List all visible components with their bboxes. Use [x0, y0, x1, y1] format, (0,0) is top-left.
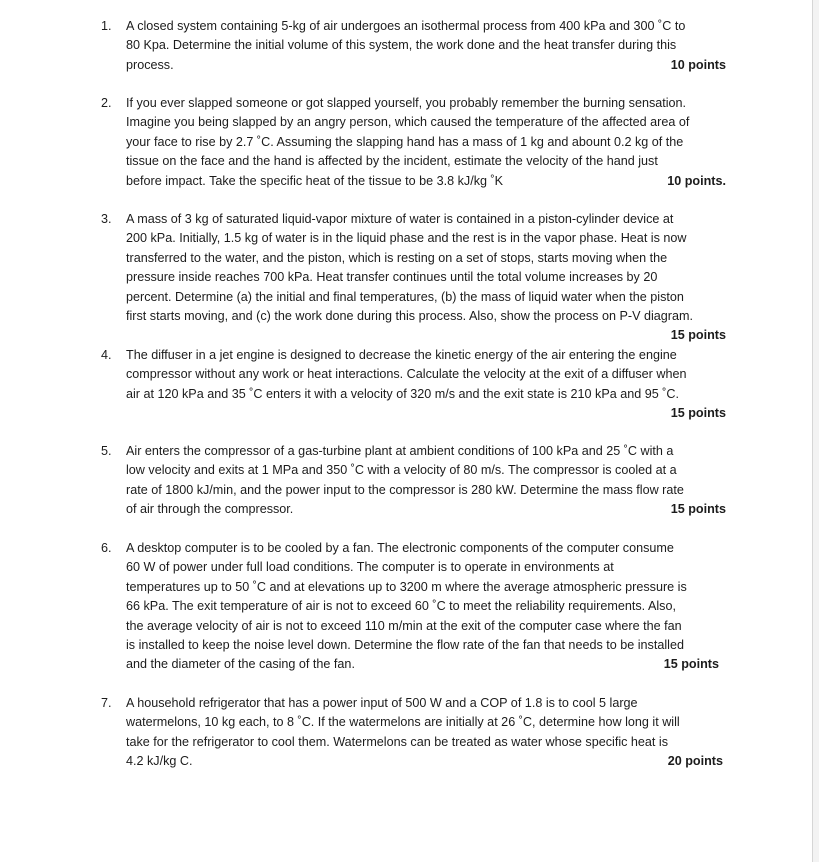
text-line: 200 kPa. Initially, 1.5 kg of water is in the liquid phase and the rest is in the vapor phase. Heat is now	[126, 231, 687, 246]
text-line: If you ever slapped someone or got slapped yourself, you probably remember the burning sensation.	[126, 96, 687, 110]
text-line: your face to rise by 2.7 ˚C. Assuming the slapping hand has a mass of 1 kg and abount 0.2 kg of the	[126, 134, 684, 149]
points-label: 15 points	[670, 328, 726, 343]
question-text	[126, 346, 726, 424]
text-line: is installed to keep the noise level down. Determine the flow rate of the fan that needs to be installed	[126, 638, 684, 653]
text-line: Air enters the compressor of a gas-turbine plant at ambient conditions of 100 kPa and 25 ˚C with a	[126, 444, 674, 458]
text-line: before impact. Take the specific heat of the tissue to be 3.8 kJ/kg ˚K	[126, 173, 504, 188]
text-line: A household refrigerator that has a power input of 500 W and a COP of 1.8 is to cool 5 large	[126, 696, 638, 710]
text-line: and the diameter of the casing of the fan.	[126, 657, 355, 672]
question-text	[126, 442, 726, 520]
text-line: the average velocity of air is not to exceed 110 m/min at the exit of the computer case where the fan	[126, 618, 682, 633]
text-line: A closed system containing 5-kg of air undergoes an isothermal process from 400 kPa and 300 ˚C to	[126, 19, 686, 33]
text-line: tissue on the face and the hand is affected by the incident, estimate the velocity of the hand just	[126, 154, 658, 169]
question-number: 1.	[101, 19, 112, 33]
points-label: 15 points	[670, 502, 726, 517]
text-line: pressure inside reaches 700 kPa. Heat transfer continues until the total volume increases by 20	[126, 270, 658, 285]
text-line: transferred to the water, and the piston, which is resting on a set of stops, starts moving when the	[126, 250, 668, 265]
text-line: 66 kPa. The exit temperature of air is not to exceed 60 ˚C to meet the reliability requirements. Also,	[126, 599, 676, 614]
question-number: 7.	[101, 696, 112, 710]
text-line: air at 120 kPa and 35 ˚C enters it with a velocity of 320 m/s and the exit state is 210 kPa and 95 ˚C.	[126, 386, 680, 401]
points-label: 10 points	[670, 57, 726, 72]
text-line: percent. Determine (a) the initial and final temperatures, (b) the mass of liquid water when the piston	[126, 289, 684, 304]
text-line: process.	[126, 57, 174, 72]
text-line: A desktop computer is to be cooled by a fan. The electronic components of the computer consume	[126, 541, 674, 555]
question-text	[126, 539, 726, 675]
text-line: The diffuser in a jet engine is designed to decrease the kinetic energy of the air entering the engine	[126, 348, 677, 362]
question-number: 2.	[101, 96, 112, 110]
text-line: of air through the compressor.	[126, 502, 294, 517]
question-number: 3.	[101, 212, 112, 226]
text-line: first starts moving, and (c) the work done during this process. Also, show the process on P-V diagram.	[126, 309, 693, 324]
text-line: 80 Kpa. Determine the initial volume of this system, the work done and the heat transfer during this	[126, 38, 677, 53]
text-line: temperatures up to 50 ˚C and at elevations up to 3200 m where the average atmospheric pressure is	[126, 579, 687, 594]
text-line: A mass of 3 kg of saturated liquid-vapor mixture of water is contained in a piston-cylinder device at	[126, 212, 674, 226]
question-text	[126, 694, 726, 772]
question-number: 4.	[101, 348, 112, 362]
text-line: 4.2 kJ/kg C.	[126, 754, 193, 769]
text-line: compressor without any work or heat interactions. Calculate the velocity at the exit of a diffuser when	[126, 367, 687, 382]
text-line: take for the refrigerator to cool them. Watermelons can be treated as water whose specific heat is	[126, 734, 669, 749]
question-text	[126, 17, 726, 75]
points-label: 20 points	[667, 754, 723, 769]
text-line: Imagine you being slapped by an angry person, which caused the temperature of the affected area of	[126, 115, 690, 130]
points-label: 15 points	[670, 406, 726, 421]
text-line: rate of 1800 kJ/min, and the power input to the compressor is 280 kW. Determine the mass flow rate	[126, 482, 684, 497]
text-line: watermelons, 10 kg each, to 8 ˚C. If the watermelons are initially at 26 ˚C, determine how long it will	[126, 715, 680, 730]
question-text	[126, 94, 726, 191]
text-line: low velocity and exits at 1 MPa and 350 ˚C with a velocity of 80 m/s. The compressor is cooled at a	[126, 463, 677, 478]
text-line: 60 W of power under full load conditions. The computer is to operate in environments at	[126, 560, 614, 575]
question-number: 6.	[101, 541, 112, 555]
question-text	[126, 210, 726, 346]
question-number: 5.	[101, 444, 112, 458]
points-label: 15 points	[663, 657, 719, 672]
points-label: 10 points.	[667, 173, 726, 188]
